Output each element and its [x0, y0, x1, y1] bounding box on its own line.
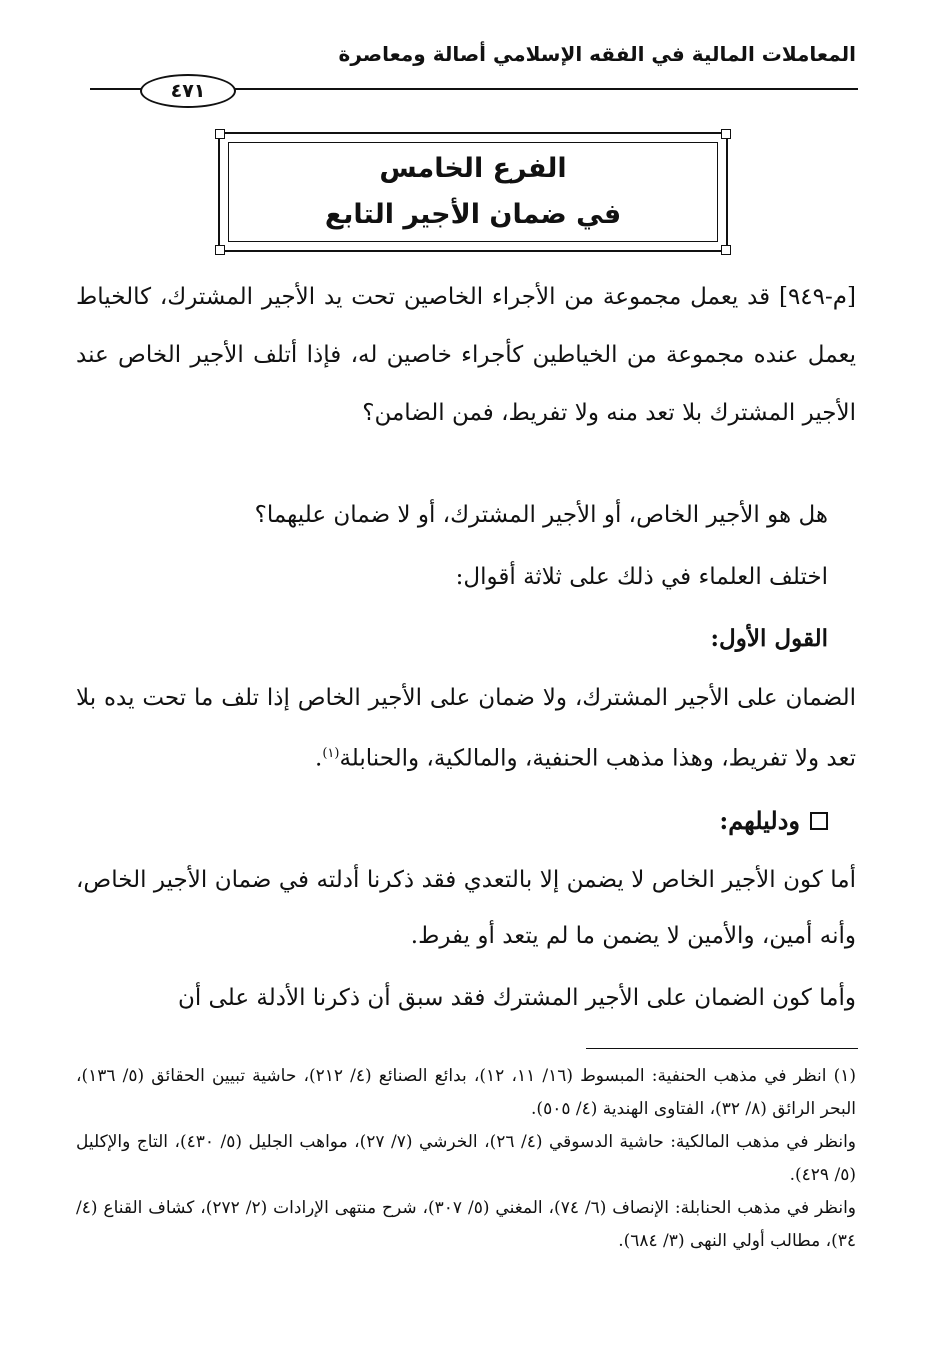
frame-corner-ornament: [721, 245, 731, 255]
heading-evidence: [719, 796, 828, 846]
footnote-maliki: وانظر في مذهب المالكية: حاشية الدسوقي (٤/ ٢٦)، الخرشي (٧/ ٢٧)، مواهب الجليل (٥/ ٤٣٠)، التاج والإكليل (٥/ ٤٢٩).: [76, 1132, 857, 1185]
footnote-separator: [586, 1048, 858, 1049]
paragraph-first-opinion: [76, 670, 856, 787]
paragraph-evidence-private: أما كون الأجير الخاص لا يضمن إلا بالتعدي فقد ذكرنا أدلته في ضمان الأجير الخاص، وأنه أمين، والأمين لا يضمن ما لم يتعد أو يفرط.: [76, 867, 856, 949]
frame-corner-ornament: [215, 245, 225, 255]
paragraph-question: [م-٩٤٩] قد يعمل مجموعة من الأجراء الخاصين تحت يد الأجير المشترك، كالخياط يعمل عنده مجموعة من الخياطين كأجراء خاصين له، فإذا أتلف الأجير الخاص عند الأجير المشترك بلا تعد منه ولا تفريط، فمن الضامن؟: [76, 284, 856, 426]
section-title-frame: [218, 132, 728, 252]
heading-evidence-label: ودليلهم:: [719, 806, 800, 835]
first-opinion-text: الضمان على الأجير المشترك، ولا ضمان على الأجير الخاص إذا تلف ما تحت يده بلا تعد ولا تفريط، وهذا مذهب الحنفية، والمالكية، والحنابلة: [76, 685, 856, 772]
footnote-hanafi: (١) انظر في مذهب الحنفية: المبسوط (١٦/ ١١، ١٢)، بدائع الصنائع (٤/ ٢١٢)، حاشية تبيين الحقائق (٥/ ١٣٦)، البحر الرائق (٨/ ٣٢)، الفتاوى الهندية (٤/ ٥٠٥).: [76, 1066, 857, 1119]
paragraph-disagreement: اختلف العلماء في ذلك على ثلاثة أقوال:: [455, 564, 828, 590]
heading-first-opinion: القول الأول:: [710, 625, 828, 652]
footnotes: [76, 1060, 856, 1258]
page-number: ٤٧١: [140, 74, 236, 108]
section-title-line-1: الفرع الخامس: [379, 153, 567, 184]
frame-corner-ornament: [721, 129, 731, 139]
paragraph-options: هل هو الأجير الخاص، أو الأجير المشترك، أو لا ضمان عليهما؟: [254, 502, 828, 528]
frame-corner-ornament: [215, 129, 225, 139]
square-bullet-icon: [810, 812, 828, 830]
paragraph-evidence-shared: وأما كون الضمان على الأجير المشترك فقد سبق أن ذكرنا الأدلة على أن: [177, 985, 856, 1011]
first-opinion-end: .: [315, 745, 323, 772]
footnote-hanbali: وانظر في مذهب الحنابلة: الإنصاف (٦/ ٧٤)، المغني (٥/ ٣٠٧)، شرح منتهى الإرادات (٢/ ٢٧٢)، كشاف القناع (٤/ ٣٤)، مطالب أولي النهى (٣/ ٦٨٤).: [76, 1198, 857, 1251]
running-header-title: المعاملات المالية في الفقه الإسلامي أصالة ومعاصرة: [338, 42, 856, 66]
section-title-line-2: في ضمان الأجير التابع: [324, 199, 622, 230]
footnote-ref-1[interactable]: (١): [322, 746, 340, 761]
